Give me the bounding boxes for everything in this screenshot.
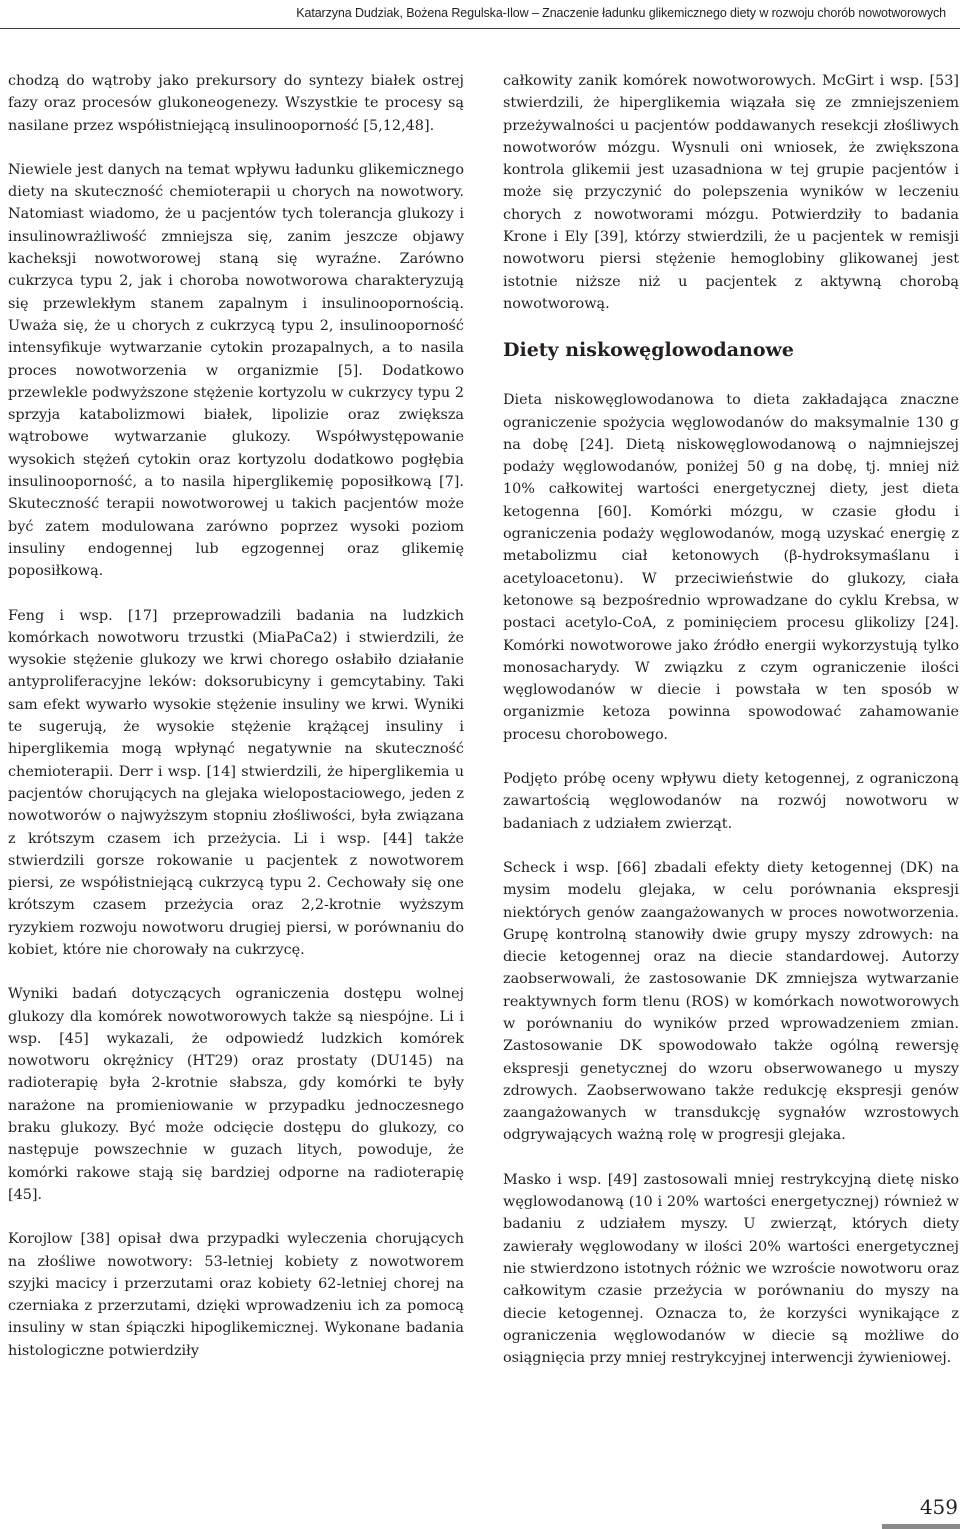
page-number: 459 — [919, 1495, 958, 1519]
left-column — [8, 70, 464, 1384]
paragraph: Korojlow [38] opisał dwa przypadki wyleczenia chorujących na złośliwe nowotwory: 53-letniej kobiety z nowotworem szyjki macicy i przerzutami oraz kobiety 62-letniej chorej na czerniaka z przerzutami, dzięki wprowadzeniu ich za pomocą insuliny w stan śpiączki hipoglikemicznej. Wykonane badania histologiczne potwierdziły — [8, 1231, 464, 1359]
paragraph: chodzą do wątroby jako prekursory do syntezy białek ostrej fazy oraz procesów glukoneogenezy. Wszystkie te procesy są nasilane przez współistniejącą insulinooporność [5,12,48]. — [8, 73, 464, 134]
header-rule — [0, 28, 960, 29]
section-heading: Diety niskowęglowodanowe — [503, 339, 794, 362]
right-column — [503, 70, 959, 1391]
paragraph: całkowity zanik komórek nowotworowych. McGirt i wsp. [53] stwierdzili, że hiperglikemia wiązała się ze zmniejszeniem przeżywalności u pacjentów poddawanych resekcji złośliwych nowotworów mózgu. Wysnuli oni wniosek, że zwiększona kontrola glikemii jest uzasadniona w tej grupie pacjentów i może się przyczynić do polepszenia wyników w leczeniu chorych z nowotworami mózgu. Potwierdziły to badania Krone i Ely [39], którzy stwierdzili, że u pacjentek w remisji nowotworu piersi stężenie hemoglobiny glikowanej jest istotnie niższe niż u pacjentek z aktywną chorobą nowotworową. — [503, 73, 959, 312]
running-header: Katarzyna Dudziak, Bożena Regulska-Ilow – Znaczenie ładunku glikemicznego diety w rozwoju chorób nowotworowych — [296, 6, 946, 20]
paragraph: Dieta niskowęglowodanowa to dieta zakładająca znaczne ograniczenie spożycia węglowodanów do maksymalnie 130 g na dobę [24]. Dietą niskowęglowodanową o najmniejszej podaży węglowodanów, poniżej 50 g na dobę, tj. mniej niż 10% całkowitej wartości energetycznej diety, jest dieta ketogenna [60]. Komórki mózgu, w czasie głodu i ograniczenia podaży węglowodanów, mogą uzyskać energię z metabolizmu ciał ketonowych (β-hydroksymaślanu i acetyloacetonu). W przeciwieństwie do glukozy, ciała ketonowe są bezpośrednio wprowadzane do cyklu Krebsa, w postaci acetylo-CoA, z pominięciem procesu glikolizy [24]. Komórki nowotworowe jako źródło energii wykorzystują tylko monosacharydy. W związku z czym ograniczenie ilości węglowodanów w diecie i powstała w ten sposób w organizmie ketoza powinna spowodować zahamowanie procesu chorobowego. — [503, 392, 959, 743]
footer-rule — [882, 1524, 960, 1529]
paragraph: Masko i wsp. [49] zastosowali mniej restrykcyjną dietę nisko węglowodanową (10 i 20% wartości energetycznej) również w badaniu z udziałem myszy. U zwierząt, których diety zawierały węglowodany w ilości 20% wartości energetycznej nie stwierdzono istotnych różnic we wzroście nowotworu oraz całkowitym czasie przeżycia w porównaniu do myszy na diecie ketogennej. Oznacza to, że korzyści wynikające z ograniczenia węglowodanów w diecie są możliwe do osiągnięcia przy mniej restrykcyjnej interwencji żywieniowej. — [503, 1171, 959, 1367]
paragraph: Feng i wsp. [17] przeprowadzili badania na ludzkich komórkach nowotworu trzustki (MiaPaCa2) i stwierdzili, że wysokie stężenie glukozy we krwi chorego osłabiło działanie antyproliferacyjne leków: doksorubicyny i gemcytabiny. Taki sam efekt wywarło wysokie stężenie insuliny we krwi. Wyniki te sugerują, że wysokie stężenie krążącej insuliny i hiperglikemia mogą wpłynąć negatywnie na skuteczność chemioterapii. Derr i wsp. [14] stwierdzili, że hiperglikemia u pacjentów chorujących na glejaka wielopostaciowego, jeden z nowotworów o najwyższym stopniu złośliwości, była związana z krótszym czasem ich przeżycia. Li i wsp. [44] także stwierdzili gorsze rokowanie u pacjentek z nowotworem piersi, ze współistniejącą cukrzycą typu 2. Cechowały się one krótszym czasem przeżycia oraz 2,2-krotnie wyższym ryzykiem rozwoju nowotworu drugiej piersi, w porównaniu do kobiet, które nie chorowały na cukrzycę. — [8, 607, 464, 958]
paragraph: Podjęto próbę oceny wpływu diety ketogennej, z ograniczoną zawartością węglowodanów na rozwój nowotworu w badaniach z udziałem zwierząt. — [503, 771, 959, 832]
paragraph: Scheck i wsp. [66] zbadali efekty diety ketogennej (DK) na mysim modelu glejaka, w celu porównania ekspresji niektórych genów zaangażowanych w proces nowotworzenia. Grupę kontrolną stanowiły dwie grupy myszy zdrowych: na diecie ketogennej oraz na diecie standardowej. Autorzy zaobserwowali, że zastosowanie DK zmniejsza wytwarzanie reaktywnych form tlenu (ROS) w komórkach nowotworowych w porównaniu do wyników przed wprowadzeniem zmian. Zastosowanie DK spowodowało także ogólną rewersję ekspresji genetycznej do wzoru obserwowanego u myszy zdrowych. Zaobserwowano także redukcję ekspresji genów zaangażowanych w transdukcję sygnałów wzrostowych odgrywających ważną rolę w progresji glejaka. — [503, 859, 959, 1144]
paragraph: Niewiele jest danych na temat wpływu ładunku glikemicznego diety na skuteczność chemioterapii u chorych na nowotwory. Natomiast wiadomo, że u pacjentów tych tolerancja glukozy i insulinowrażliwość zmniejsza się, zanim jeszcze objawy kacheksji nowotworowej staną się wyraźne. Zarówno cukrzyca typu 2, jak i choroba nowotworowa charakteryzują się przewlekłym stanem zapalnym i insulinoopornością. Uważa się, że u chorych z cukrzycą typu 2, insulinooporność intensyfikuje wytwarzanie cytokin prozapalnych, a to nasila proces nowotworzenia w organizmie [5]. Dodatkowo przewlekle podwyższone stężenie kortyzolu w cukrzycy typu 2 sprzyja katabolizmowi białek, lipolizie oraz zwiększa wątrobowe wytwarzanie glukozy. Współwystępowanie wysokich stężeń cytokin oraz kortyzolu dodatkowo pogłębia insulinooporność, a to nasila hiperglikemię poposiłkową [7]. Skuteczność terapii nowotworowej u takich pacjentów może być zatem modulowana zarówno poprzez wysoki poziom insuliny endogennej lub egzogennej oraz glikemię poposiłkową. — [8, 161, 464, 580]
paragraph: Wyniki badań dotyczących ograniczenia dostępu wolnej glukozy dla komórek nowotworowych także są niespójne. Li i wsp. [45] wykazali, że odpowiedź ludzkich komórek nowotworu okrężnicy (HT29) oraz prostaty (DU145) na radioterapię była 2-krotnie słabsza, gdy komórki te były narażone na promieniowanie w przypadku jednoczesnego braku glukozy. Być może odcięcie dostępu do glukozy, co następuje powszechnie w guzach litych, powoduje, że komórki rakowe stają się bardziej odporne na radioterapię [45]. — [8, 986, 464, 1203]
